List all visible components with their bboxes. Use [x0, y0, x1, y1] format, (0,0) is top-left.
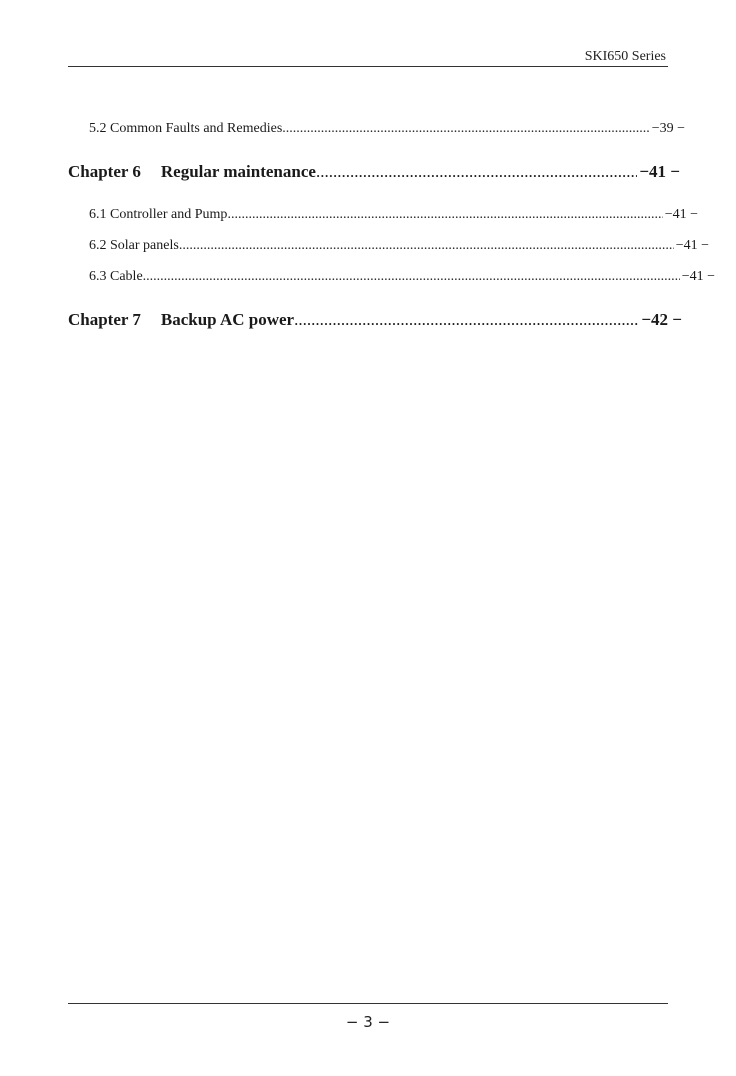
- toc-entry-label: 6.1 Controller and Pump: [89, 207, 228, 222]
- toc-entry-label: 6.3 Cable: [89, 269, 143, 284]
- chapter-number: Chapter 7: [68, 310, 141, 329]
- toc-entry-page: −42 −: [641, 310, 682, 329]
- dot-leader: [294, 308, 639, 332]
- toc-entry-page: −41 −: [639, 162, 680, 181]
- toc-entry-page: −39 −: [651, 121, 685, 136]
- header-title: SKI650 Series: [584, 49, 666, 64]
- toc-entry-page: −41 −: [664, 207, 698, 222]
- table-of-contents: [0, 0, 736, 400]
- toc-entry-label: Backup AC power: [160, 310, 295, 329]
- footer-page-number: − 3 −: [345, 1013, 391, 1031]
- toc-entry-chapter-7[interactable]: [68, 308, 682, 332]
- dot-leader: [179, 236, 674, 256]
- toc-entry-6-3[interactable]: [89, 267, 715, 287]
- dot-leader: [143, 267, 680, 287]
- dot-leader: [227, 205, 662, 225]
- toc-entry-page: −41 −: [675, 238, 709, 253]
- toc-entry-chapter-6[interactable]: [68, 160, 680, 184]
- toc-entry-label: 5.2 Common Faults and Remedies: [89, 121, 283, 136]
- toc-entry-5-2[interactable]: [89, 119, 685, 139]
- toc-entry-6-2[interactable]: [89, 236, 709, 256]
- dot-leader: [316, 160, 637, 184]
- chapter-number: Chapter 6: [68, 162, 141, 181]
- toc-entry-6-1[interactable]: [89, 205, 698, 225]
- page-footer-rule: [68, 1003, 668, 1004]
- toc-entry-page: −41 −: [681, 269, 715, 284]
- toc-entry-label: Regular maintenance: [160, 162, 316, 181]
- dot-leader: [282, 119, 649, 139]
- toc-entry-label: 6.2 Solar panels: [89, 238, 179, 253]
